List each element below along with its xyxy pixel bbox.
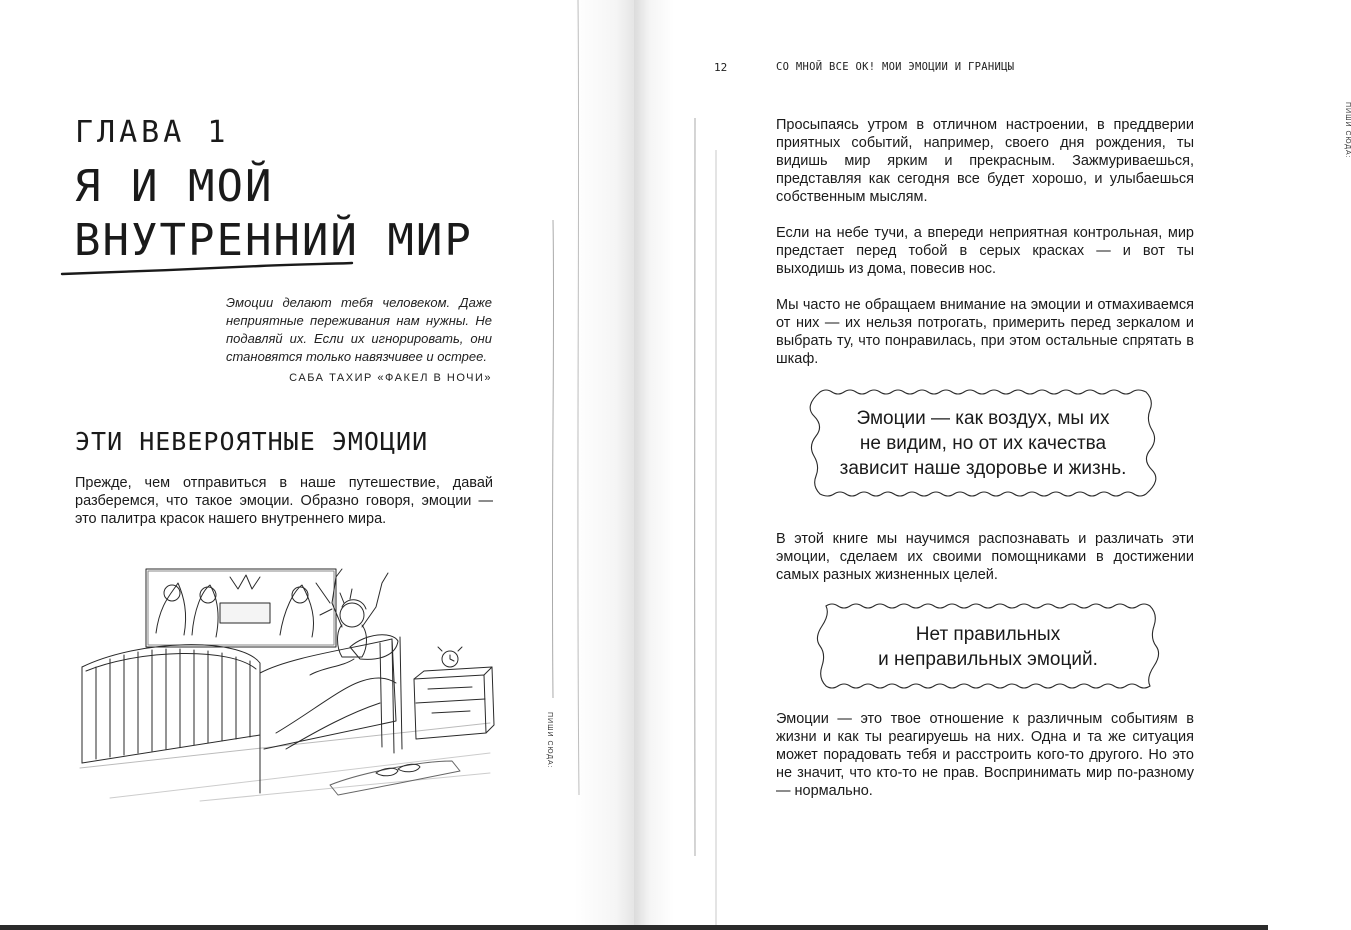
callout-1-line-3: зависит наше здоровье и жизнь. — [839, 458, 1127, 479]
bedroom-illustration — [80, 563, 495, 803]
right-page — [634, 0, 1351, 930]
left-page — [0, 0, 634, 930]
chapter-title — [74, 160, 473, 268]
epigraph-quote: Эмоции делают тебя человеком. Даже неприятные переживания нам нужны. Не подавляй их. Если их игнорировать, они становятся только навязчивее и острее. — [226, 295, 492, 364]
callout-box-1 — [806, 386, 1160, 500]
callout-1-line-1: Эмоции — как воздух, мы их — [856, 408, 1110, 429]
chapter-title-line-1: Я И МОЙ — [74, 161, 274, 212]
write-here-line — [690, 118, 700, 858]
callout-2-line-1: Нет правильных — [915, 624, 1061, 645]
write-here-note: ПИШИ СЮДА: — [1344, 102, 1351, 159]
callout-2-text — [812, 622, 1164, 672]
bottom-edge — [0, 925, 1268, 930]
chapter-label: ГЛАВА 1 — [75, 115, 230, 150]
page-edge-line — [574, 0, 582, 800]
callout-box-2 — [812, 600, 1164, 692]
running-header: СО МНОЙ ВСЕ ОК! МОИ ЭМОЦИИ И ГРАНИЦЫ — [776, 61, 1015, 73]
gutter-shadow — [634, 0, 674, 930]
title-underline-stroke — [60, 258, 360, 280]
write-here-note: ПИШИ СЮДА: — [546, 712, 553, 769]
callout-1-text — [806, 406, 1160, 481]
page-edge-line — [712, 150, 720, 930]
callout-1-line-2: не видим, но от их качества — [859, 433, 1107, 454]
section-heading: ЭТИ НЕВЕРОЯТНЫЕ ЭМОЦИИ — [75, 427, 429, 456]
gutter-shadow — [574, 0, 634, 930]
callout-2-line-2: и неправильных эмоций. — [878, 649, 1098, 670]
page-number: 12 — [714, 61, 728, 74]
epigraph-author: САБА ТАХИР «ФАКЕЛ В НОЧИ» — [289, 372, 492, 384]
paragraph-3: Мы часто не обращаем внимание на эмоции и отмахиваемся от них — их нельзя потрогать, примерить перед зеркалом и выбрать ту, что понравилась, при этом остальные спрятать в шкаф. — [776, 297, 1194, 367]
paragraph-5: Эмоции — это твое отношение к различным событиям в жизни и как ты реагируешь на них. Одна и та же ситуация может порадовать тебя и расстроить кого-то другого. Но это не значит, что кто-то не прав. Воспринимать мир по-разному — нормально. — [776, 711, 1194, 799]
write-here-line — [548, 220, 558, 700]
paragraph-2: Если на небе тучи, а впереди неприятная контрольная, мир предстает перед тобой в серых красках — и вот ты выходишь из дома, повесив нос. — [776, 225, 1194, 277]
paragraph-1: Просыпаясь утром в отличном настроении, в преддверии приятных событий, например, своего дня рождения, ты видишь мир ярким и прекрасным. Зажмуриваешься, представляя как сегодня все будет хорошо, и улыбаешься собственным мыслям. — [776, 117, 1194, 205]
intro-paragraph: Прежде, чем отправиться в наше путешествие, давай разберемся, что такое эмоции. Образно говоря, эмоции — это палитра красок нашего внутреннего мира. — [75, 475, 493, 527]
chapter-title-line-2: ВНУТРЕННИЙ МИР — [74, 215, 473, 266]
paragraph-4: В этой книге мы научимся распознавать и различать эти эмоции, сделаем их своими помощниками в достижении самых разных жизненных целей. — [776, 531, 1194, 583]
